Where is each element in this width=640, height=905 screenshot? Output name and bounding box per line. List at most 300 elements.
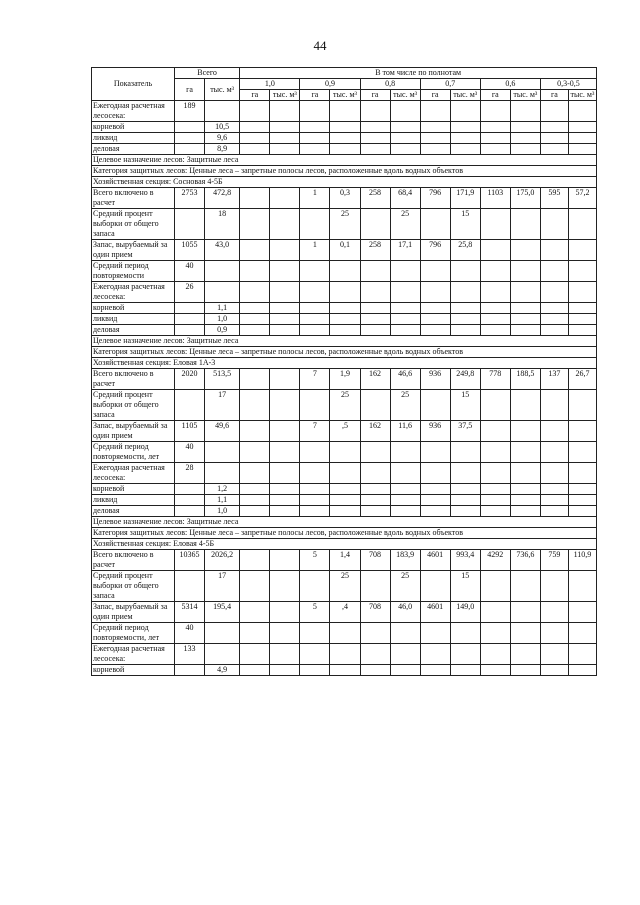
cell-value: 15 [450, 209, 480, 240]
cell-value [510, 495, 540, 506]
table-row [92, 188, 597, 209]
cell-value [568, 261, 596, 282]
section-heading: Хозяйственная секция: Сосновая 4-5Б [92, 177, 597, 188]
cell-value [420, 325, 450, 336]
cell-value: 472,8 [205, 188, 240, 209]
cell-value [540, 122, 568, 133]
row-label: корневой [92, 303, 175, 314]
cell-value [300, 506, 330, 517]
row-label: Ежегодная расчетная лесосека: [92, 282, 175, 303]
header-density-4: 0,7 [420, 79, 480, 90]
cell-value [300, 665, 330, 676]
cell-value [420, 463, 450, 484]
cell-value [450, 144, 480, 155]
cell-value [174, 506, 204, 517]
cell-value [510, 644, 540, 665]
cell-value: 1,9 [330, 369, 360, 390]
cell-value [540, 101, 568, 122]
cell-value [300, 261, 330, 282]
cell-value [390, 122, 420, 133]
cell-value [240, 550, 270, 571]
cell-value: 796 [420, 240, 450, 261]
cell-value [174, 495, 204, 506]
section-heading: Категория защитных лесов: Ценные леса – запретные полосы лесов, расположенные вдоль водных объектов [92, 166, 597, 177]
table-row [92, 644, 597, 665]
table-row [92, 314, 597, 325]
cell-value [270, 144, 300, 155]
cell-value: 68,4 [390, 188, 420, 209]
cell-value [390, 644, 420, 665]
cell-value [330, 133, 360, 144]
cell-value [568, 101, 596, 122]
cell-value [540, 506, 568, 517]
row-label: Средний процент выборки от общего запаса [92, 571, 175, 602]
cell-value [240, 421, 270, 442]
table-row [92, 240, 597, 261]
cell-value [510, 101, 540, 122]
row-label: деловая [92, 144, 175, 155]
cell-value: 1055 [174, 240, 204, 261]
cell-value [174, 122, 204, 133]
cell-value: 2026,2 [205, 550, 240, 571]
cell-value [480, 390, 510, 421]
cell-value [568, 623, 596, 644]
table-row [92, 325, 597, 336]
cell-value: 25 [330, 209, 360, 240]
cell-value [330, 101, 360, 122]
cell-value: 1,0 [205, 314, 240, 325]
cell-value: 162 [360, 369, 390, 390]
cell-value [360, 484, 390, 495]
cell-value [510, 240, 540, 261]
cell-value: 1,4 [330, 550, 360, 571]
cell-value [568, 571, 596, 602]
table-row [92, 665, 597, 676]
cell-value [510, 571, 540, 602]
cell-value: 17,1 [390, 240, 420, 261]
cell-value [568, 506, 596, 517]
table-row [92, 495, 597, 506]
cell-value [205, 463, 240, 484]
cell-value: 595 [540, 188, 568, 209]
cell-value: 7 [300, 421, 330, 442]
cell-value [450, 506, 480, 517]
cell-value [480, 325, 510, 336]
cell-value [390, 133, 420, 144]
cell-value [480, 133, 510, 144]
cell-value [450, 442, 480, 463]
section-heading: Целевое назначение лесов: Защитные леса [92, 155, 597, 166]
table-row [92, 463, 597, 484]
table-row [92, 303, 597, 314]
cell-value [480, 602, 510, 623]
cell-value [480, 644, 510, 665]
cell-value: 25 [330, 390, 360, 421]
cell-value [174, 144, 204, 155]
allowable-cut-table [91, 67, 597, 676]
header-unit-vol: тыс. м³ [330, 90, 360, 101]
cell-value: 40 [174, 442, 204, 463]
header-unit-ha: га [240, 90, 270, 101]
cell-value [270, 421, 300, 442]
header-density-3: 0,8 [360, 79, 420, 90]
cell-value [568, 484, 596, 495]
cell-value [540, 209, 568, 240]
cell-value [390, 623, 420, 644]
cell-value [568, 644, 596, 665]
cell-value [510, 390, 540, 421]
header-unit-ha: га [360, 90, 390, 101]
cell-value [390, 314, 420, 325]
row-label: корневой [92, 665, 175, 676]
cell-value: 149,0 [450, 602, 480, 623]
cell-value: 9,6 [205, 133, 240, 144]
cell-value [360, 209, 390, 240]
cell-value [240, 282, 270, 303]
cell-value [360, 506, 390, 517]
cell-value [205, 442, 240, 463]
cell-value [420, 442, 450, 463]
cell-value [300, 390, 330, 421]
row-label: ликвид [92, 133, 175, 144]
cell-value: 28 [174, 463, 204, 484]
table-row [92, 623, 597, 644]
cell-value [300, 101, 330, 122]
cell-value [510, 463, 540, 484]
cell-value: 1105 [174, 421, 204, 442]
cell-value [420, 484, 450, 495]
cell-value [270, 390, 300, 421]
table-row [92, 442, 597, 463]
cell-value: 57,2 [568, 188, 596, 209]
cell-value [420, 133, 450, 144]
cell-value [240, 325, 270, 336]
cell-value [270, 101, 300, 122]
cell-value: 258 [360, 240, 390, 261]
cell-value [174, 571, 204, 602]
section-row [92, 539, 597, 550]
section-heading: Категория защитных лесов: Ценные леса – запретные полосы лесов, расположенные вдоль водных объектов [92, 347, 597, 358]
cell-value [240, 463, 270, 484]
row-label: Запас, вырубаемый за один прием [92, 240, 175, 261]
cell-value [420, 144, 450, 155]
cell-value [174, 325, 204, 336]
cell-value [480, 506, 510, 517]
cell-value: 37,5 [450, 421, 480, 442]
cell-value [330, 314, 360, 325]
row-label: ликвид [92, 495, 175, 506]
cell-value [420, 314, 450, 325]
cell-value [568, 325, 596, 336]
section-row [92, 358, 597, 369]
table-row [92, 421, 597, 442]
cell-value: 188,5 [510, 369, 540, 390]
header-unit-ha: га [540, 90, 568, 101]
table-row [92, 282, 597, 303]
cell-value [540, 261, 568, 282]
cell-value [330, 623, 360, 644]
cell-value: 25,8 [450, 240, 480, 261]
cell-value: 5 [300, 550, 330, 571]
cell-value [480, 144, 510, 155]
cell-value: 189 [174, 101, 204, 122]
row-label: деловая [92, 325, 175, 336]
cell-value [510, 665, 540, 676]
table-row [92, 506, 597, 517]
cell-value [568, 665, 596, 676]
table-row [92, 369, 597, 390]
cell-value [510, 209, 540, 240]
cell-value [568, 144, 596, 155]
cell-value [270, 133, 300, 144]
row-label: деловая [92, 506, 175, 517]
cell-value: 2753 [174, 188, 204, 209]
cell-value: 778 [480, 369, 510, 390]
row-label: Средний период повторяемости [92, 261, 175, 282]
cell-value [540, 133, 568, 144]
cell-value [330, 644, 360, 665]
cell-value [420, 303, 450, 314]
cell-value [540, 282, 568, 303]
cell-value [480, 442, 510, 463]
cell-value [270, 325, 300, 336]
header-unit-ha: га [300, 90, 330, 101]
row-label: корневой [92, 484, 175, 495]
row-label: Всего включено в расчет [92, 369, 175, 390]
cell-value [390, 144, 420, 155]
cell-value [390, 303, 420, 314]
cell-value: ,5 [330, 421, 360, 442]
cell-value [390, 463, 420, 484]
header-by-density: В том числе по полнотам [240, 68, 597, 79]
cell-value [330, 261, 360, 282]
table-row [92, 209, 597, 240]
header-unit-vol: тыс. м³ [450, 90, 480, 101]
cell-value [450, 644, 480, 665]
header-density-2: 0,9 [300, 79, 360, 90]
cell-value [240, 665, 270, 676]
cell-value [510, 303, 540, 314]
cell-value: 183,9 [390, 550, 420, 571]
header-indicator: Показатель [92, 68, 175, 101]
header-total-ha: га [174, 79, 204, 101]
cell-value [568, 240, 596, 261]
cell-value [240, 188, 270, 209]
cell-value [330, 495, 360, 506]
cell-value [480, 101, 510, 122]
cell-value [568, 122, 596, 133]
cell-value: 2020 [174, 369, 204, 390]
cell-value: 258 [360, 188, 390, 209]
cell-value: 1 [300, 188, 330, 209]
header-unit-vol: тыс. м³ [568, 90, 596, 101]
cell-value: 26 [174, 282, 204, 303]
cell-value [480, 484, 510, 495]
cell-value [240, 484, 270, 495]
row-label: Запас, вырубаемый за один прием [92, 602, 175, 623]
cell-value: 1 [300, 240, 330, 261]
cell-value [540, 495, 568, 506]
cell-value [240, 495, 270, 506]
cell-value: 736,6 [510, 550, 540, 571]
cell-value [360, 463, 390, 484]
cell-value [360, 442, 390, 463]
cell-value [270, 644, 300, 665]
cell-value: 133 [174, 644, 204, 665]
cell-value [360, 122, 390, 133]
cell-value: 25 [390, 390, 420, 421]
cell-value [330, 144, 360, 155]
cell-value [174, 303, 204, 314]
cell-value: 175,0 [510, 188, 540, 209]
cell-value [568, 463, 596, 484]
cell-value [540, 571, 568, 602]
cell-value [360, 261, 390, 282]
cell-value [480, 122, 510, 133]
cell-value [510, 484, 540, 495]
section-heading: Категория защитных лесов: Ценные леса – запретные полосы лесов, расположенные вдоль водных объектов [92, 528, 597, 539]
cell-value [270, 261, 300, 282]
cell-value [420, 506, 450, 517]
cell-value: 10365 [174, 550, 204, 571]
cell-value [480, 463, 510, 484]
row-label: Ежегодная расчетная лесосека: [92, 101, 175, 122]
cell-value [540, 665, 568, 676]
cell-value: 25 [330, 571, 360, 602]
cell-value [270, 122, 300, 133]
cell-value [420, 122, 450, 133]
table-row [92, 571, 597, 602]
cell-value: 137 [540, 369, 568, 390]
cell-value [568, 421, 596, 442]
cell-value [330, 303, 360, 314]
cell-value [240, 623, 270, 644]
cell-value [300, 122, 330, 133]
cell-value [174, 209, 204, 240]
cell-value [568, 314, 596, 325]
cell-value [420, 282, 450, 303]
header-total: Всего [174, 68, 239, 79]
cell-value [568, 495, 596, 506]
cell-value [510, 282, 540, 303]
cell-value [205, 644, 240, 665]
cell-value [568, 209, 596, 240]
section-heading: Целевое назначение лесов: Защитные леса [92, 517, 597, 528]
cell-value: 17 [205, 571, 240, 602]
row-label: Средний процент выборки от общего запаса [92, 209, 175, 240]
cell-value [240, 506, 270, 517]
cell-value [270, 571, 300, 602]
cell-value: 162 [360, 421, 390, 442]
cell-value: 993,4 [450, 550, 480, 571]
cell-value [510, 442, 540, 463]
cell-value [330, 463, 360, 484]
cell-value [330, 122, 360, 133]
cell-value [450, 282, 480, 303]
cell-value [450, 261, 480, 282]
cell-value: 10,5 [205, 122, 240, 133]
table-row [92, 484, 597, 495]
header-total-vol: тыс. м³ [205, 79, 240, 101]
cell-value [240, 571, 270, 602]
cell-value [270, 484, 300, 495]
cell-value [205, 282, 240, 303]
cell-value: 513,5 [205, 369, 240, 390]
cell-value [390, 665, 420, 676]
cell-value [510, 421, 540, 442]
cell-value [330, 282, 360, 303]
cell-value [300, 144, 330, 155]
cell-value [270, 282, 300, 303]
cell-value [270, 495, 300, 506]
cell-value [510, 133, 540, 144]
cell-value [330, 506, 360, 517]
cell-value [270, 506, 300, 517]
cell-value [420, 101, 450, 122]
row-label: Всего включено в расчет [92, 188, 175, 209]
cell-value [360, 495, 390, 506]
cell-value: 15 [450, 571, 480, 602]
cell-value [330, 442, 360, 463]
cell-value: 4292 [480, 550, 510, 571]
cell-value [450, 133, 480, 144]
cell-value [270, 442, 300, 463]
cell-value: ,4 [330, 602, 360, 623]
cell-value [420, 390, 450, 421]
cell-value [270, 463, 300, 484]
cell-value [540, 240, 568, 261]
cell-value: 49,6 [205, 421, 240, 442]
cell-value [390, 282, 420, 303]
cell-value [270, 240, 300, 261]
row-label: ликвид [92, 314, 175, 325]
header-unit-vol: тыс. м³ [510, 90, 540, 101]
table-row [92, 602, 597, 623]
header-density-6: 0,3-0,5 [540, 79, 596, 90]
table-body [92, 101, 597, 676]
cell-value [510, 261, 540, 282]
cell-value [510, 602, 540, 623]
cell-value [420, 261, 450, 282]
cell-value [540, 463, 568, 484]
cell-value [300, 495, 330, 506]
cell-value: 708 [360, 550, 390, 571]
cell-value [300, 623, 330, 644]
cell-value [300, 484, 330, 495]
cell-value [510, 506, 540, 517]
row-label: Средний процент выборки от общего запаса [92, 390, 175, 421]
cell-value: 17 [205, 390, 240, 421]
row-label: Всего включено в расчет [92, 550, 175, 571]
cell-value [240, 122, 270, 133]
cell-value: 5314 [174, 602, 204, 623]
cell-value: 4601 [420, 602, 450, 623]
header-unit-vol: тыс. м³ [270, 90, 300, 101]
cell-value [270, 665, 300, 676]
cell-value [480, 209, 510, 240]
cell-value [540, 325, 568, 336]
table-row [92, 390, 597, 421]
section-row [92, 517, 597, 528]
cell-value: 5 [300, 602, 330, 623]
cell-value: 1,2 [205, 484, 240, 495]
cell-value [480, 303, 510, 314]
cell-value [300, 644, 330, 665]
cell-value [360, 571, 390, 602]
cell-value [300, 282, 330, 303]
table-row [92, 133, 597, 144]
page-number: 44 [313, 38, 327, 53]
